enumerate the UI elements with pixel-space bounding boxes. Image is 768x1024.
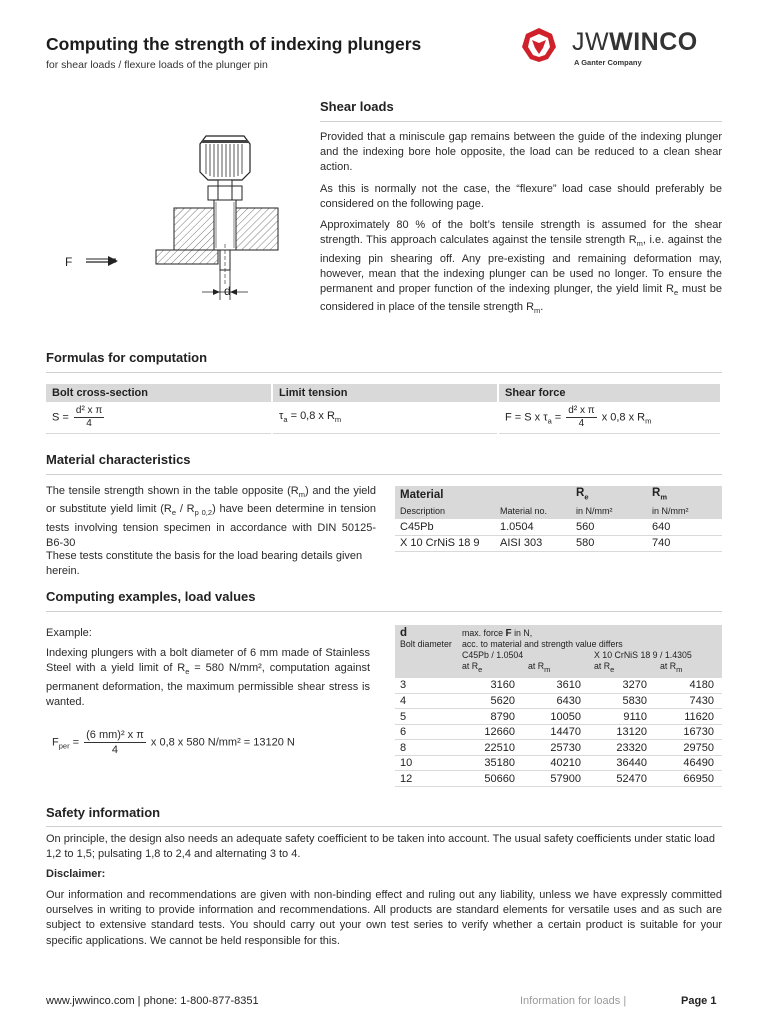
force-label: F [65,255,73,269]
table-row: 4 5620 6430 5830 7430 [395,693,722,709]
formula-limit-tension: $\tau_a = 0,8$ x $R_m$ [272,402,498,433]
table-row: 5 8790 10050 9110 11620 [395,709,722,725]
page-subtitle: for shear loads / flexure loads of the plunger pin [46,59,268,71]
logo-tagline: A Ganter Company [574,58,642,67]
material-heading: Material characteristics [46,452,191,467]
footer-section: Information for loads | [520,995,627,1007]
logo-wordmark: JWWINCO [572,28,698,56]
header-bolt-cross-section: Bolt cross-section [46,384,272,402]
formula-shear-force: F = S x $\tau_a$ = $\frac{\text{d² x π}}{4}$ x 0,8 x $R_m$ [498,402,721,433]
divider [46,826,722,827]
header-limit-tension: Limit tension [272,384,498,402]
example-formula: $F_{per}$ = $\frac{\text{(6 mm)² x π}}{4}$ x 0,8 x 580 N/mm² = 13120 N [52,729,295,756]
col-max-force: max. force F in N, acc. to material and strength value differs [457,625,722,650]
examples-heading: Computing examples, load values [46,589,256,604]
table-row: 10 35180 40210 36440 46490 [395,755,722,771]
material-table [395,486,722,552]
formulas-table [46,384,722,434]
shear-paragraph-2: As this is normally not the case, the “flexure” load case should preferably be considered on the following page. [320,183,722,211]
table-row: X 10 CrNiS 18 9 AISI 303 580 740 [395,535,722,551]
subhead-unit: in N/mm² [647,503,722,519]
col-material-x10crnis: X 10 CrNiS 18 9 / 1.4305 [589,650,722,661]
shear-paragraph-1: Provided that a miniscule gap remains between the guide of the indexing plunger and the indexing bore hole opposite, the load can be reduced to a clean shear action. [320,131,722,174]
divider [46,372,722,373]
indexing-plunger-diagram [56,124,286,302]
footer-page-number: Page 1 [681,995,717,1007]
example-text: Indexing plungers with a bolt diameter of 6 mm made of Stainless Steel with a yield limit of $R_e = 580$ N/mm², computation against permanent deformation, the maximum permissible shear stress is wanted. [46,647,370,708]
table-row: C45Pb 1.0504 560 640 [395,519,722,535]
subhead-description: Description [395,503,495,519]
header-shear-force: Shear force [498,384,721,402]
disclaimer-text: Our information and recommendations are given with non-binding effect and ruling out any liability, unless we have expressly committed ourselves in writing to provide information and recommendations. All products are standard elements for versatile uses and as such are subject to extensive standard tests. You should carry out your own test series to verify whether a certain product is suitable for your specific applications. We cannot be held responsible for this. [46,889,722,947]
shear-paragraph-3: Approximately 80 % of the bolt’s tensile strength is assumed for the shear strength. This approach calculates against the tensile strength $R_m$, i.e. against the indexing pin shearing off. Any pre-existing and remaining deformation may, however, mean that the indexing plunger can be used no longer. To ensure the permanent and proper function of the indexing plunger, the yield limit $R_e$ must be considered in place of the tensile strength $R_m$. [320,219,722,316]
safety-heading: Safety information [46,805,161,820]
load-values-table: d Bolt diameter max. force F in N, acc. to material and strength value differs C45Pb / 1.0504 X 10 CrNiS 18 9 / 1.4305 at $R_e$ at $R_m$ at $R_e$ at $R_m$ 3 3160 3610 3270 4180 4 5620 6430 5830 7430 5 8790 10050 9110 11620 6 12660 14470 13120 16730 8 22510 25730 23320 29750 10 35180 40210 36440 46490 12 50660 57900 52470 66950 [395,625,722,787]
col-material-c45pb: C45Pb / 1.0504 [457,650,589,661]
material-paragraph-2: These tests constitute the basis for the load bearing details given herein. [46,550,363,578]
disclaimer-heading: Disclaimer: [46,868,106,880]
col-rm: $R_m$ [647,486,722,503]
col-d: d Bolt diameter [395,625,457,678]
col-re: $R_e$ [571,486,647,503]
table-row: 6 12660 14470 13120 16730 [395,724,722,740]
diameter-label: d [224,284,231,298]
table-row: 8 22510 25730 23320 29750 [395,740,722,756]
safety-paragraph: On principle, the design also needs an adequate safety coefficient to be taken into account. The usual safety coefficients under static load 1,2 to 1,5; pulsating 1,8 to 2,4 and alternating 3 to 4. [46,833,715,861]
divider [46,611,722,612]
jwwinco-logo-icon [521,27,557,63]
divider [46,474,722,475]
formulas-heading: Formulas for computation [46,350,208,365]
material-paragraph-1: The tensile strength shown in the table opposite $(R_m)$ and the yield or substitute yield limit $(R_e / R_{p 0,2})$ have been determine in tension tests involving tension specimen in accordance with DIN 50125- B6-30 [46,485,376,549]
subhead-unit: in N/mm² [571,503,647,519]
table-row: 12 50660 57900 52470 66950 [395,771,722,787]
footer-contact: www.jwwinco.com | phone: 1-800-877-8351 [46,995,259,1007]
example-label: Example: [46,627,92,639]
col-material: Material [395,486,495,503]
page-title: Computing the strength of indexing plungers [46,34,422,54]
divider [320,121,722,122]
subhead-material-no: Material no. [495,503,571,519]
formula-bolt-cross-section: S = $\frac{\text{d² x π}}{4}$ [46,402,272,433]
table-row: 3 3160 3610 3270 4180 [395,678,722,694]
shear-heading: Shear loads [320,99,394,114]
